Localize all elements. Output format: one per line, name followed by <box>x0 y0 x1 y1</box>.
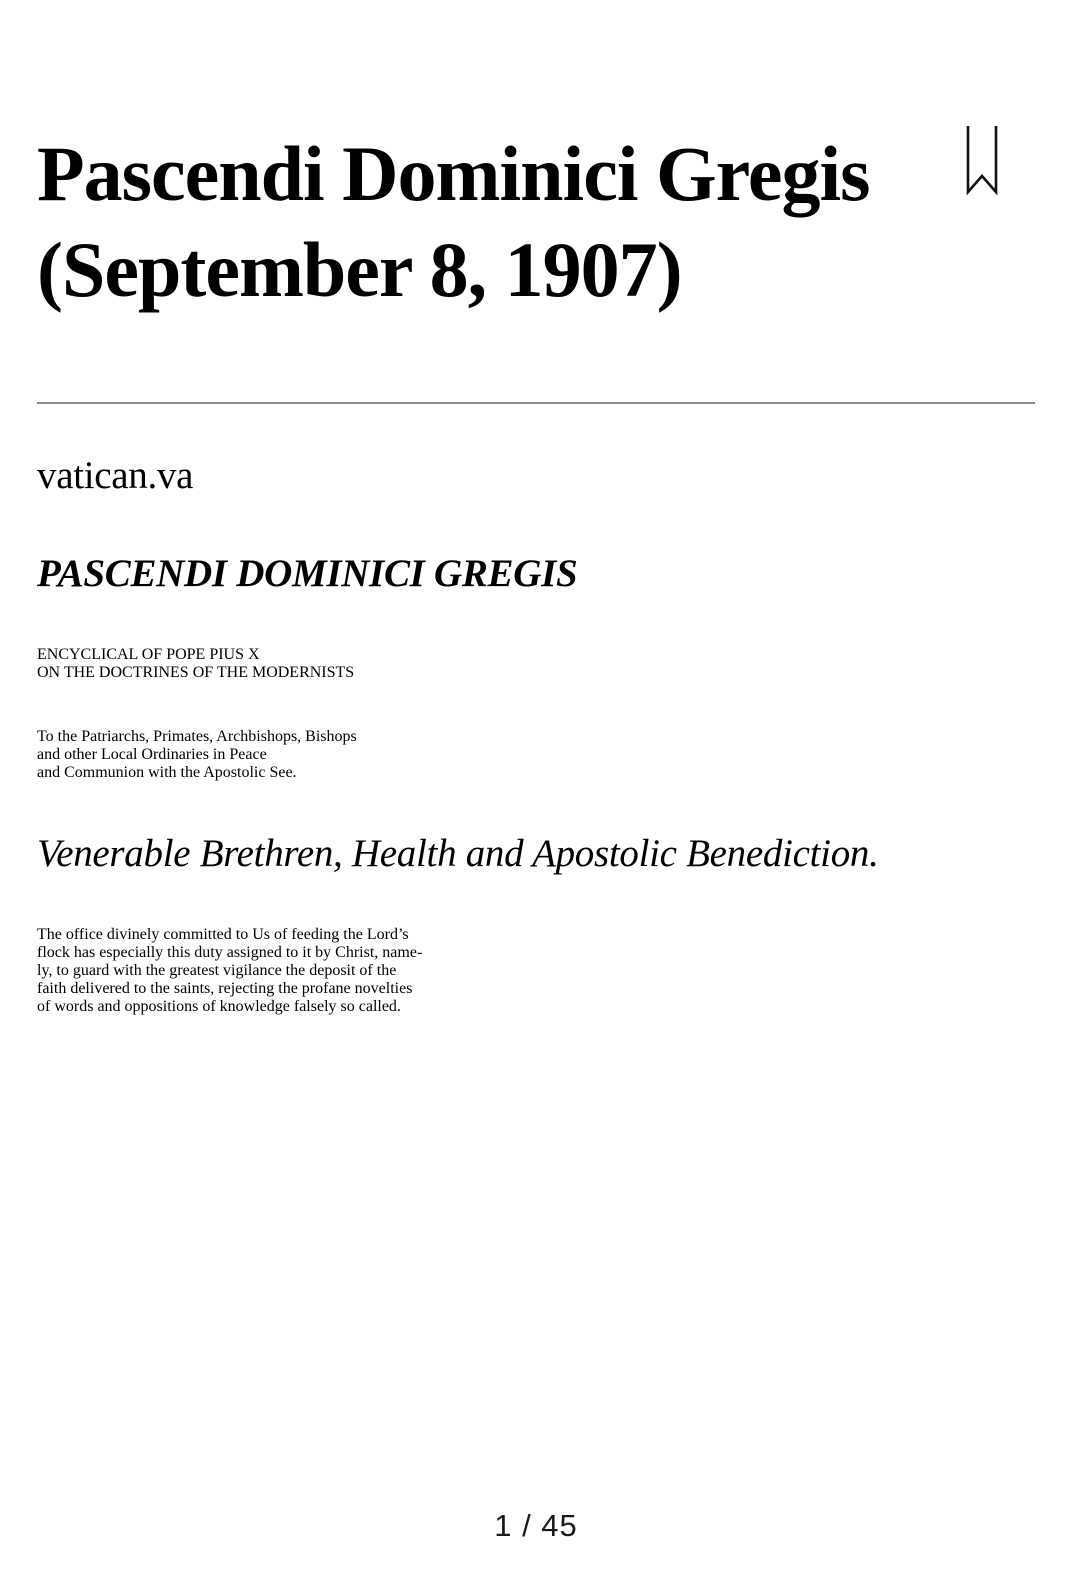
article-salutation: Venerable Brethren, Health and Apostolic Benediction. <box>37 832 879 875</box>
article-body-line-4: faith delivered to the saints, rejecting the profane novelties <box>37 980 413 997</box>
article-address-line-2: and other Local Ordinaries in Peace <box>37 746 267 763</box>
page-indicator: 1 / 45 <box>494 1508 578 1543</box>
article-source: vatican.va <box>37 454 194 497</box>
article-subtitle-line-2: ON THE DOCTRINES OF THE MODERNISTS <box>37 664 355 681</box>
divider <box>37 402 1035 404</box>
article-body-line-3: ly, to guard with the greatest vigilance the deposit of the <box>37 962 397 979</box>
article-content <box>0 126 1072 1016</box>
bookmark-icon <box>966 126 998 196</box>
article-body-line-5: of words and oppositions of knowledge falsely so called. <box>37 998 401 1015</box>
article-subtitle-line-1: ENCYCLICAL OF POPE PIUS X <box>37 646 260 663</box>
article-body-line-2: flock has especially this duty assigned to it by Christ, name- <box>37 944 423 961</box>
article-address-line-3: and Communion with the Apostolic See. <box>37 764 297 781</box>
article-body-line-1: The office divinely committed to Us of feeding the Lord’s <box>37 926 409 943</box>
article-heading: PASCENDI DOMINICI GREGIS <box>37 552 578 595</box>
article-address-line-1: To the Patriarchs, Primates, Archbishops, Bishops <box>37 728 357 745</box>
article-title-line-2: (September 8, 1907) <box>37 226 682 313</box>
article-title-line-1: Pascendi Dominici Gregis <box>37 130 870 217</box>
article-title <box>37 126 1035 318</box>
bookmark-button[interactable] <box>966 126 998 196</box>
